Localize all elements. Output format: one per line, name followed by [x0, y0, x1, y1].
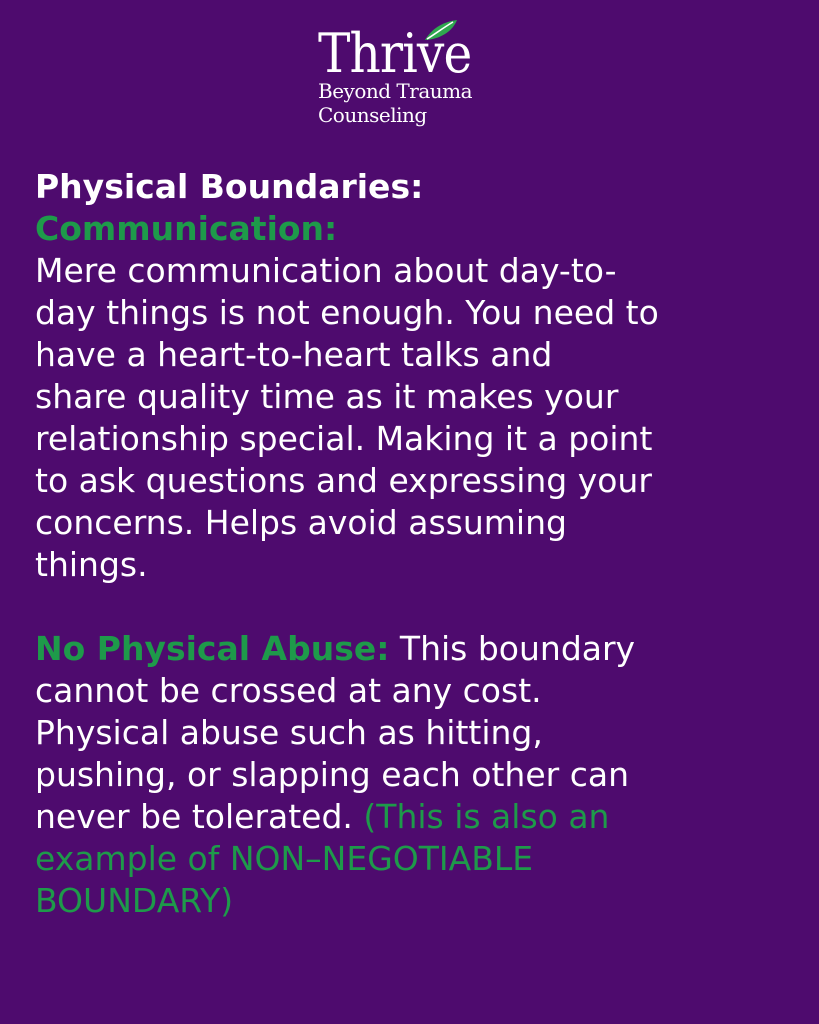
paragraph-line: relationship special. Making it a point [35, 419, 653, 458]
paragraph-line: to ask questions and expressing your [35, 461, 652, 500]
note-text: (This is also an [363, 797, 610, 836]
paragraph-line: concerns. Helps avoid assuming [35, 503, 567, 542]
paragraph-line: pushing, or slapping each other can [35, 755, 629, 794]
paragraph-line: day things is not enough. You need to [35, 293, 659, 332]
paragraph-line: share quality time as it makes your [35, 377, 619, 416]
abuse-paragraph [35, 628, 795, 922]
logo-title: Thrive [318, 22, 472, 85]
note-line: BOUNDARY) [35, 881, 234, 920]
paragraph-line: Mere communication about day-to- [35, 251, 617, 290]
abuse-heading: No Physical Abuse: [35, 629, 390, 668]
communication-paragraph [35, 250, 795, 586]
paragraph-line: cannot be crossed at any cost. [35, 671, 542, 710]
section-spacer [35, 586, 795, 628]
paragraph-line: have a heart-to-heart talks and [35, 335, 553, 374]
logo-subtitle-line1: Beyond Trauma [318, 79, 473, 103]
paragraph-line: Physical abuse such as hitting, [35, 713, 543, 752]
communication-heading: Communication: [35, 209, 338, 248]
page-heading: Physical Boundaries: [35, 167, 424, 206]
paragraph-line [35, 796, 795, 838]
note-line: example of NON–NEGOTIABLE [35, 839, 534, 878]
main-content [35, 166, 795, 922]
brand-logo [316, 18, 516, 138]
abuse-first-text: This boundary [389, 629, 636, 668]
paragraph-line [35, 628, 795, 670]
logo-subtitle-line2: Counseling [318, 103, 427, 127]
abuse-last-text: never be tolerated. [35, 797, 364, 836]
paragraph-line: things. [35, 545, 148, 584]
